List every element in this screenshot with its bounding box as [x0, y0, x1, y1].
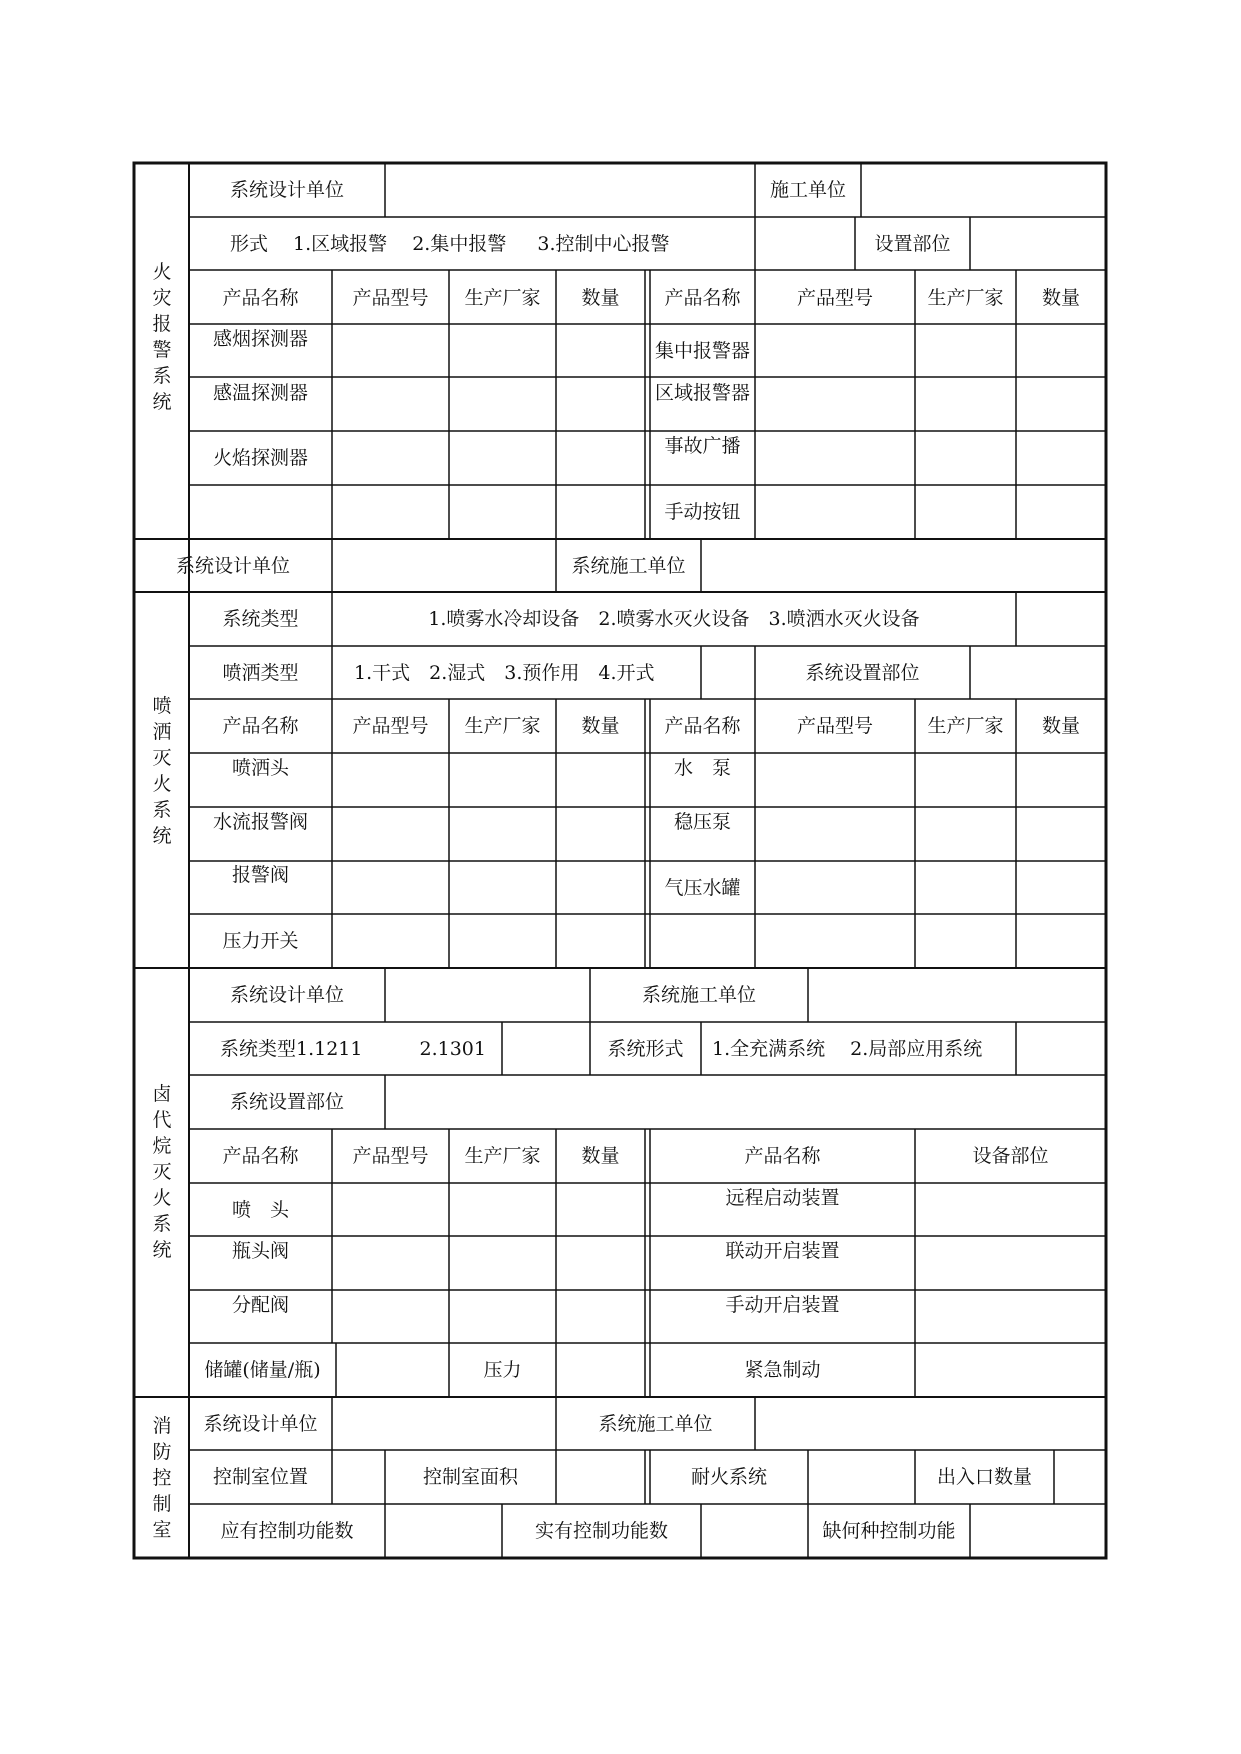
fire-alarm-header-quantity: 数量	[581, 287, 620, 309]
sprinkler-item-water-pump: 水 泵	[673, 757, 731, 779]
sprinkler-item-flow-alarm-valve: 水流报警阀	[212, 811, 308, 833]
halon-section-title: 卤代烷灭火系统	[152, 1083, 172, 1261]
general-construction-unit-label: 系统施工单位	[571, 555, 686, 577]
control-room-section-title: 消防控制室	[152, 1415, 172, 1541]
fire-alarm-item-smoke-detector: 感烟探测器	[212, 328, 308, 350]
fire-alarm-header-model-2: 产品型号	[796, 287, 873, 309]
fire-alarm-item-broadcast: 事故广播	[664, 435, 741, 457]
fire-alarm-header-product-name: 产品名称	[222, 287, 299, 309]
fire-alarm-section-title: 火灾报警系统	[152, 261, 172, 413]
fire-alarm-location-label: 设置部位	[874, 233, 951, 255]
control-room-actual-functions-label: 实有控制功能数	[534, 1520, 668, 1542]
sprinkler-section-title: 喷洒灭火系统	[152, 695, 172, 847]
fire-alarm-form-line: 形式 1.区域报警 2.集中报警 3.控制中心报警	[230, 233, 670, 255]
fire-alarm-header-product-name-2: 产品名称	[664, 287, 741, 309]
halon-header-manufacturer: 生产厂家	[464, 1145, 541, 1167]
sprinkler-item-alarm-valve: 报警阀	[231, 864, 289, 886]
halon-header-product-name-2: 产品名称	[744, 1145, 821, 1167]
halon-item-manual-opening: 手动开启装置	[725, 1294, 840, 1316]
fire-alarm-header-manufacturer-2: 生产厂家	[927, 287, 1004, 309]
halon-system-type-line: 系统类型1.1211 2.1301	[220, 1038, 486, 1060]
fire-alarm-header-model: 产品型号	[352, 287, 429, 309]
sprinkler-header-quantity: 数量	[581, 715, 620, 737]
sprinkler-system-type-options: 1.喷雾水冷却设备 2.喷雾水灭火设备 3.喷洒水灭火设备	[428, 608, 920, 630]
sprinkler-header-model: 产品型号	[352, 715, 429, 737]
halon-item-bottle-valve: 瓶头阀	[231, 1240, 289, 1262]
sprinkler-item-pressure-switch: 压力开关	[222, 930, 299, 952]
general-design-unit-label: 系统设计单位	[175, 555, 290, 577]
control-room-construction-unit-label: 系统施工单位	[598, 1413, 713, 1435]
fire-alarm-construction-unit-label: 施工单位	[769, 179, 846, 201]
halon-item-emergency-stop: 紧急制动	[744, 1359, 821, 1381]
fire-alarm-item-central-alarm: 集中报警器	[654, 340, 750, 362]
halon-header-device-location: 设备部位	[972, 1145, 1049, 1167]
control-room-design-unit-label: 系统设计单位	[203, 1413, 318, 1435]
control-room-location-label: 控制室位置	[212, 1466, 308, 1488]
sprinkler-item-booster-pump: 稳压泵	[673, 811, 731, 833]
halon-header-product-name: 产品名称	[222, 1145, 299, 1167]
fire-alarm-item-heat-detector: 感温探测器	[212, 382, 308, 404]
sprinkler-item-head: 喷洒头	[231, 757, 289, 779]
sprinkler-item-pressure-tank: 气压水罐	[664, 877, 741, 899]
control-room-area-label: 控制室面积	[422, 1466, 518, 1488]
sprinkler-header-quantity-2: 数量	[1041, 715, 1080, 737]
halon-item-remote-start: 远程启动装置	[725, 1187, 840, 1209]
halon-item-nozzle: 喷 头	[231, 1199, 289, 1221]
fire-alarm-header-manufacturer: 生产厂家	[464, 287, 541, 309]
halon-item-linked-opening: 联动开启装置	[725, 1240, 840, 1262]
sprinkler-header-manufacturer-2: 生产厂家	[927, 715, 1004, 737]
sprinkler-location-label: 系统设置部位	[805, 662, 920, 684]
halon-location-label: 系统设置部位	[229, 1091, 344, 1113]
halon-system-form-label: 系统形式	[607, 1038, 684, 1060]
halon-header-model: 产品型号	[352, 1145, 429, 1167]
fire-alarm-item-flame-detector: 火焰探测器	[212, 447, 308, 469]
fire-alarm-header-quantity-2: 数量	[1041, 287, 1080, 309]
fire-alarm-item-manual-button: 手动按钮	[664, 501, 741, 523]
halon-tank-label: 储罐(储量/瓶)	[204, 1359, 321, 1381]
halon-header-quantity: 数量	[581, 1145, 620, 1167]
sprinkler-type-options: 1.干式 2.湿式 3.预作用 4.开式	[354, 662, 655, 684]
control-room-fire-system-label: 耐火系统	[690, 1466, 767, 1488]
sprinkler-header-model-2: 产品型号	[796, 715, 873, 737]
fire-alarm-item-zone-alarm: 区域报警器	[654, 382, 750, 404]
sprinkler-type-label: 喷洒类型	[222, 662, 299, 684]
sprinkler-header-manufacturer: 生产厂家	[464, 715, 541, 737]
halon-item-distribution-valve: 分配阀	[231, 1294, 289, 1316]
halon-system-form-options: 1.全充满系统 2.局部应用系统	[712, 1038, 983, 1060]
sprinkler-system-type-label: 系统类型	[222, 608, 299, 630]
control-room-required-functions-label: 应有控制功能数	[220, 1520, 354, 1542]
sprinkler-header-product-name-2: 产品名称	[664, 715, 741, 737]
control-room-missing-functions-label: 缺何种控制功能	[822, 1520, 956, 1542]
fire-alarm-design-unit-label: 系统设计单位	[229, 179, 344, 201]
halon-pressure-label: 压力	[483, 1359, 522, 1381]
halon-design-unit-label: 系统设计单位	[229, 984, 344, 1006]
halon-construction-unit-label: 系统施工单位	[641, 984, 756, 1006]
control-room-exits-label: 出入口数量	[936, 1466, 1032, 1488]
sprinkler-header-product-name: 产品名称	[222, 715, 299, 737]
